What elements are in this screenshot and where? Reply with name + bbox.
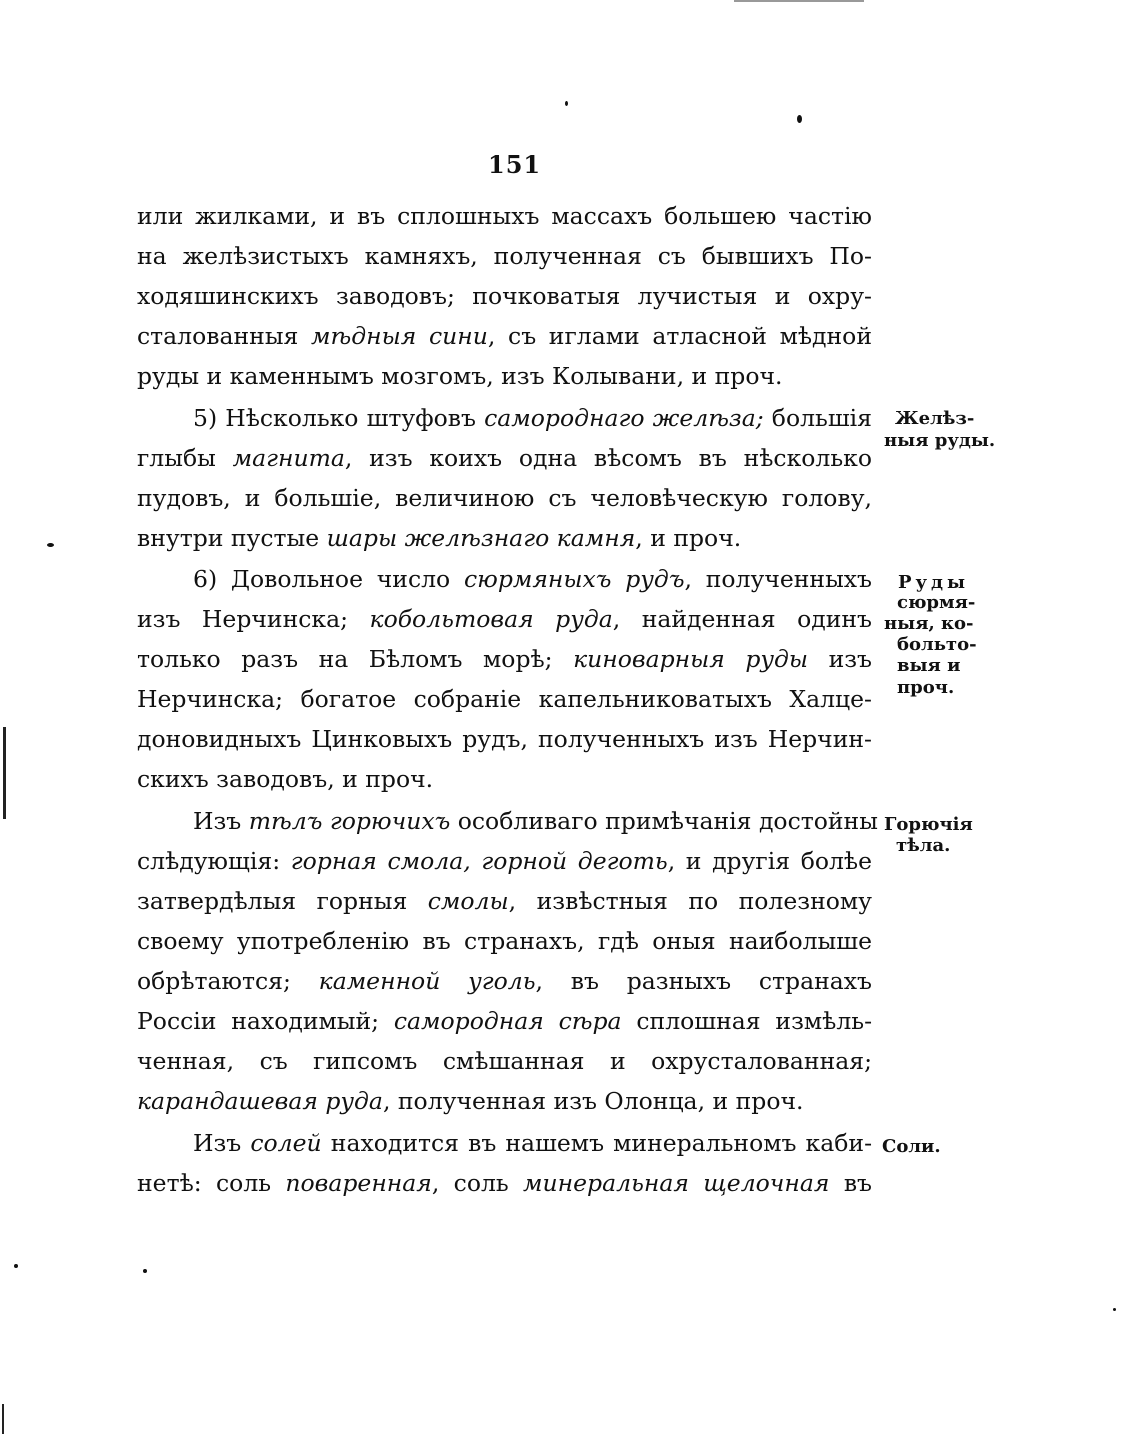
text-line xyxy=(137,523,872,553)
text-line xyxy=(137,241,872,271)
scan-speck xyxy=(143,1269,147,1273)
italic-term: горная смола, горной деготь xyxy=(290,847,668,875)
text-run: сталованныя xyxy=(137,322,312,350)
italic-term: мѣдныя сини xyxy=(311,322,488,350)
text-run: своему употребленію въ странахъ, гдѣ оныя наиболыше xyxy=(137,927,872,955)
text-line xyxy=(137,724,872,754)
italic-term: киноварныя руды xyxy=(573,645,809,673)
margin-note-line: тѣла. xyxy=(896,835,951,856)
scan-speck xyxy=(1113,1308,1116,1311)
text-run: только разъ на Бѣломъ морѣ; xyxy=(137,645,574,673)
text-line xyxy=(137,1168,872,1198)
margin-note-line: Соли. xyxy=(882,1136,941,1157)
text-line xyxy=(137,201,872,231)
text-run: , и другія болѣе xyxy=(667,847,872,875)
text-line xyxy=(137,926,872,956)
italic-term: солей xyxy=(250,1129,322,1157)
text-run: , полученная изъ Олонца, и проч. xyxy=(382,1087,804,1115)
text-run: пудовъ, и большіе, величиною съ человѣческую голову, xyxy=(137,484,872,512)
margin-note-line: сюрмя- xyxy=(897,592,976,613)
text-run: , изъ коихъ одна вѣсомъ въ нѣсколько xyxy=(344,444,872,472)
scan-speck xyxy=(14,1264,18,1268)
text-run: , въ разныхъ странахъ xyxy=(535,967,872,995)
text-line xyxy=(137,443,872,473)
text-line xyxy=(137,604,872,634)
text-run: , полученныхъ xyxy=(684,565,872,593)
italic-term: каменной уголь xyxy=(318,967,536,995)
scan-speck xyxy=(797,115,802,123)
text-run: Изъ xyxy=(193,1129,251,1157)
text-run: доновидныхъ Цинковыхъ рудъ, полученныхъ изъ Нерчин- xyxy=(137,725,872,753)
text-run: , извѣстныя по полезному xyxy=(508,887,872,915)
italic-term: минеральная щелочная xyxy=(523,1169,830,1197)
text-run: 5) Нѣсколько штуфовъ xyxy=(193,404,485,432)
text-run: , съ иглами атласной мѣдной xyxy=(487,322,872,350)
margin-note-line: ныя, ко- xyxy=(884,613,974,634)
text-run: Изъ xyxy=(193,807,249,835)
italic-term: поваренная xyxy=(285,1169,432,1197)
text-run: находится въ нашемъ минеральномъ каби- xyxy=(321,1129,873,1157)
scan-edge-mark xyxy=(2,1404,4,1434)
italic-term: самородная сѣра xyxy=(393,1007,622,1035)
margin-note-line: ныя руды. xyxy=(884,430,996,451)
text-run: Нерчинска; богатое собраніе капельниковатыхъ Халце- xyxy=(137,685,872,713)
text-line xyxy=(137,483,872,513)
text-line xyxy=(137,281,872,311)
text-run: 6) Довольное число xyxy=(193,565,464,593)
text-line xyxy=(137,644,872,674)
margin-note-line: Желѣз- xyxy=(895,408,975,429)
text-line xyxy=(137,764,872,794)
text-line xyxy=(137,361,872,391)
text-run: глыбы xyxy=(137,444,233,472)
text-line xyxy=(193,1128,872,1158)
text-run: большія xyxy=(763,404,873,432)
text-line xyxy=(193,403,872,433)
text-run: ходяшинскихъ заводовъ; почковатыя лучистыя и охру- xyxy=(137,282,872,310)
text-line xyxy=(137,1006,872,1036)
text-run: затвердѣлыя горныя xyxy=(137,887,428,915)
text-run: , найденная одинъ xyxy=(612,605,872,633)
scan-top-mark xyxy=(734,0,864,2)
text-run: , и проч. xyxy=(635,524,742,552)
text-line xyxy=(137,1046,872,1076)
margin-note-line: проч. xyxy=(897,677,955,698)
italic-term: шары желѣзнаго камня xyxy=(326,524,636,552)
margin-note-line: Горючія xyxy=(884,814,973,835)
italic-term: самороднаго желѣза; xyxy=(484,404,764,432)
italic-term: сюрмяныхъ рудъ xyxy=(464,565,685,593)
text-line xyxy=(137,886,872,916)
text-run: скихъ заводовъ, и проч. xyxy=(137,765,434,793)
scan-edge-mark xyxy=(3,727,6,819)
italic-term: карандашевая руда xyxy=(137,1087,383,1115)
margin-note-line: Руды xyxy=(898,572,970,593)
italic-term: кобольтовая руда xyxy=(369,605,613,633)
text-run: руды и каменнымъ мозгомъ, изъ Колывани, и проч. xyxy=(137,362,783,390)
text-run: на желѣзистыхъ камняхъ, полученная съ бывшихъ По- xyxy=(137,242,872,270)
text-run: ченная, съ гипсомъ смѣшанная и охрусталованная; xyxy=(137,1047,872,1075)
text-line xyxy=(137,966,872,996)
text-line xyxy=(137,1086,872,1116)
text-run: въ xyxy=(829,1169,872,1197)
text-line xyxy=(137,846,872,876)
page-number: 151 xyxy=(488,150,542,179)
italic-term: магнита xyxy=(232,444,345,472)
text-line xyxy=(193,564,872,594)
margin-note-line: больто- xyxy=(897,634,977,655)
text-line xyxy=(193,806,878,836)
text-run: изъ Нерчинска; xyxy=(137,605,370,633)
text-run: внутри пустые xyxy=(137,524,327,552)
text-line xyxy=(137,684,872,714)
text-run: изъ xyxy=(808,645,872,673)
text-run: сплошная измѣль- xyxy=(621,1007,873,1035)
text-run: Россіи находимый; xyxy=(137,1007,394,1035)
text-run: обрѣтаются; xyxy=(137,967,319,995)
italic-term: тѣлъ горючихъ xyxy=(248,807,451,835)
text-run: или жилками, и въ сплошныхъ массахъ большею частію xyxy=(137,202,872,230)
text-run: , соль xyxy=(431,1169,524,1197)
scan-speck xyxy=(47,543,54,547)
text-line xyxy=(137,321,872,351)
text-run: нетѣ: соль xyxy=(137,1169,286,1197)
italic-term: смолы xyxy=(427,887,509,915)
scan-speck xyxy=(565,101,568,106)
text-run: особливаго примѣчанія достойны xyxy=(450,807,878,835)
text-run: слѣдующія: xyxy=(137,847,291,875)
margin-note-line: выя и xyxy=(897,655,961,676)
